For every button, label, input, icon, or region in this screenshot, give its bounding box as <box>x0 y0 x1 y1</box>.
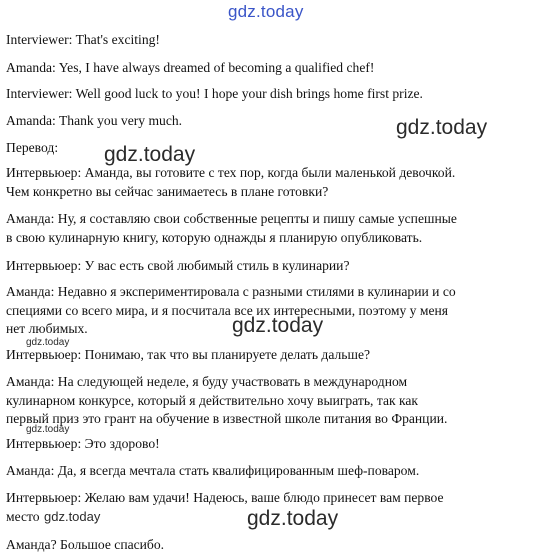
text-line: Интервьюер: Это здорово! <box>6 436 160 451</box>
text-line: специями со всего мира, и я посчитала все их интересными, поэтому у меня <box>6 303 449 318</box>
text-line: Interviewer: Well good luck to you! I hope your dish brings home first prize. <box>6 86 423 101</box>
watermark: gdz.today <box>44 509 101 524</box>
text-line: первый приз это грант на обучение в известной школе питания во Франции. <box>6 411 448 426</box>
watermark: gdz.today <box>104 143 196 166</box>
section-heading: Перевод: <box>6 140 59 155</box>
watermark-top: gdz.today <box>228 2 304 21</box>
text-line: Интервьюер: У вас есть свой любимый стиль в кулинарии? <box>6 258 350 273</box>
text-line: Интервьюер: Понимаю, так что вы планируете делать дальше? <box>6 347 371 362</box>
text-line: Интервьюер: Аманда, вы готовите с тех пор, когда были маленькой девочкой. <box>6 165 456 180</box>
text-line: Amanda: Thank you very much. <box>6 113 183 128</box>
watermark: gdz.today <box>26 337 70 348</box>
text-line: место <box>6 509 40 524</box>
watermark: gdz.today <box>247 507 339 530</box>
text-line: Аманда: Да, я всегда мечтала стать квалифицированным шеф-поваром. <box>6 463 420 478</box>
watermark: gdz.today <box>396 116 488 139</box>
text-line: Аманда: Недавно я экспериментировала с разными стилями в кулинарии и со <box>6 284 456 299</box>
text-line: Аманда: Ну, я составляю свои собственные рецепты и пишу самые успешные <box>6 211 457 226</box>
text-line: Интервьюер: Желаю вам удачи! Надеюсь, ваше блюдо принесет вам первое <box>6 490 444 505</box>
text-line: Аманда? Большое спасибо. <box>6 537 165 552</box>
text-line: Interviewer: That's exciting! <box>6 32 160 47</box>
watermark: gdz.today <box>26 424 70 435</box>
text-line: Amanda: Yes, I have always dreamed of becoming a qualified chef! <box>6 60 375 75</box>
text-line: Чем конкретно вы сейчас занимаетесь в плане готовки? <box>6 184 329 199</box>
text-line: в свою кулинарную книгу, которую однажды я планирую опубликовать. <box>6 230 423 245</box>
text-line: Аманда: На следующей неделе, я буду участвовать в международном <box>6 374 408 389</box>
text-line: кулинарном конкурсе, который я действительно хочу выиграть, так как <box>6 393 419 408</box>
text-line: нет любимых. <box>6 321 88 336</box>
watermark: gdz.today <box>232 314 324 337</box>
